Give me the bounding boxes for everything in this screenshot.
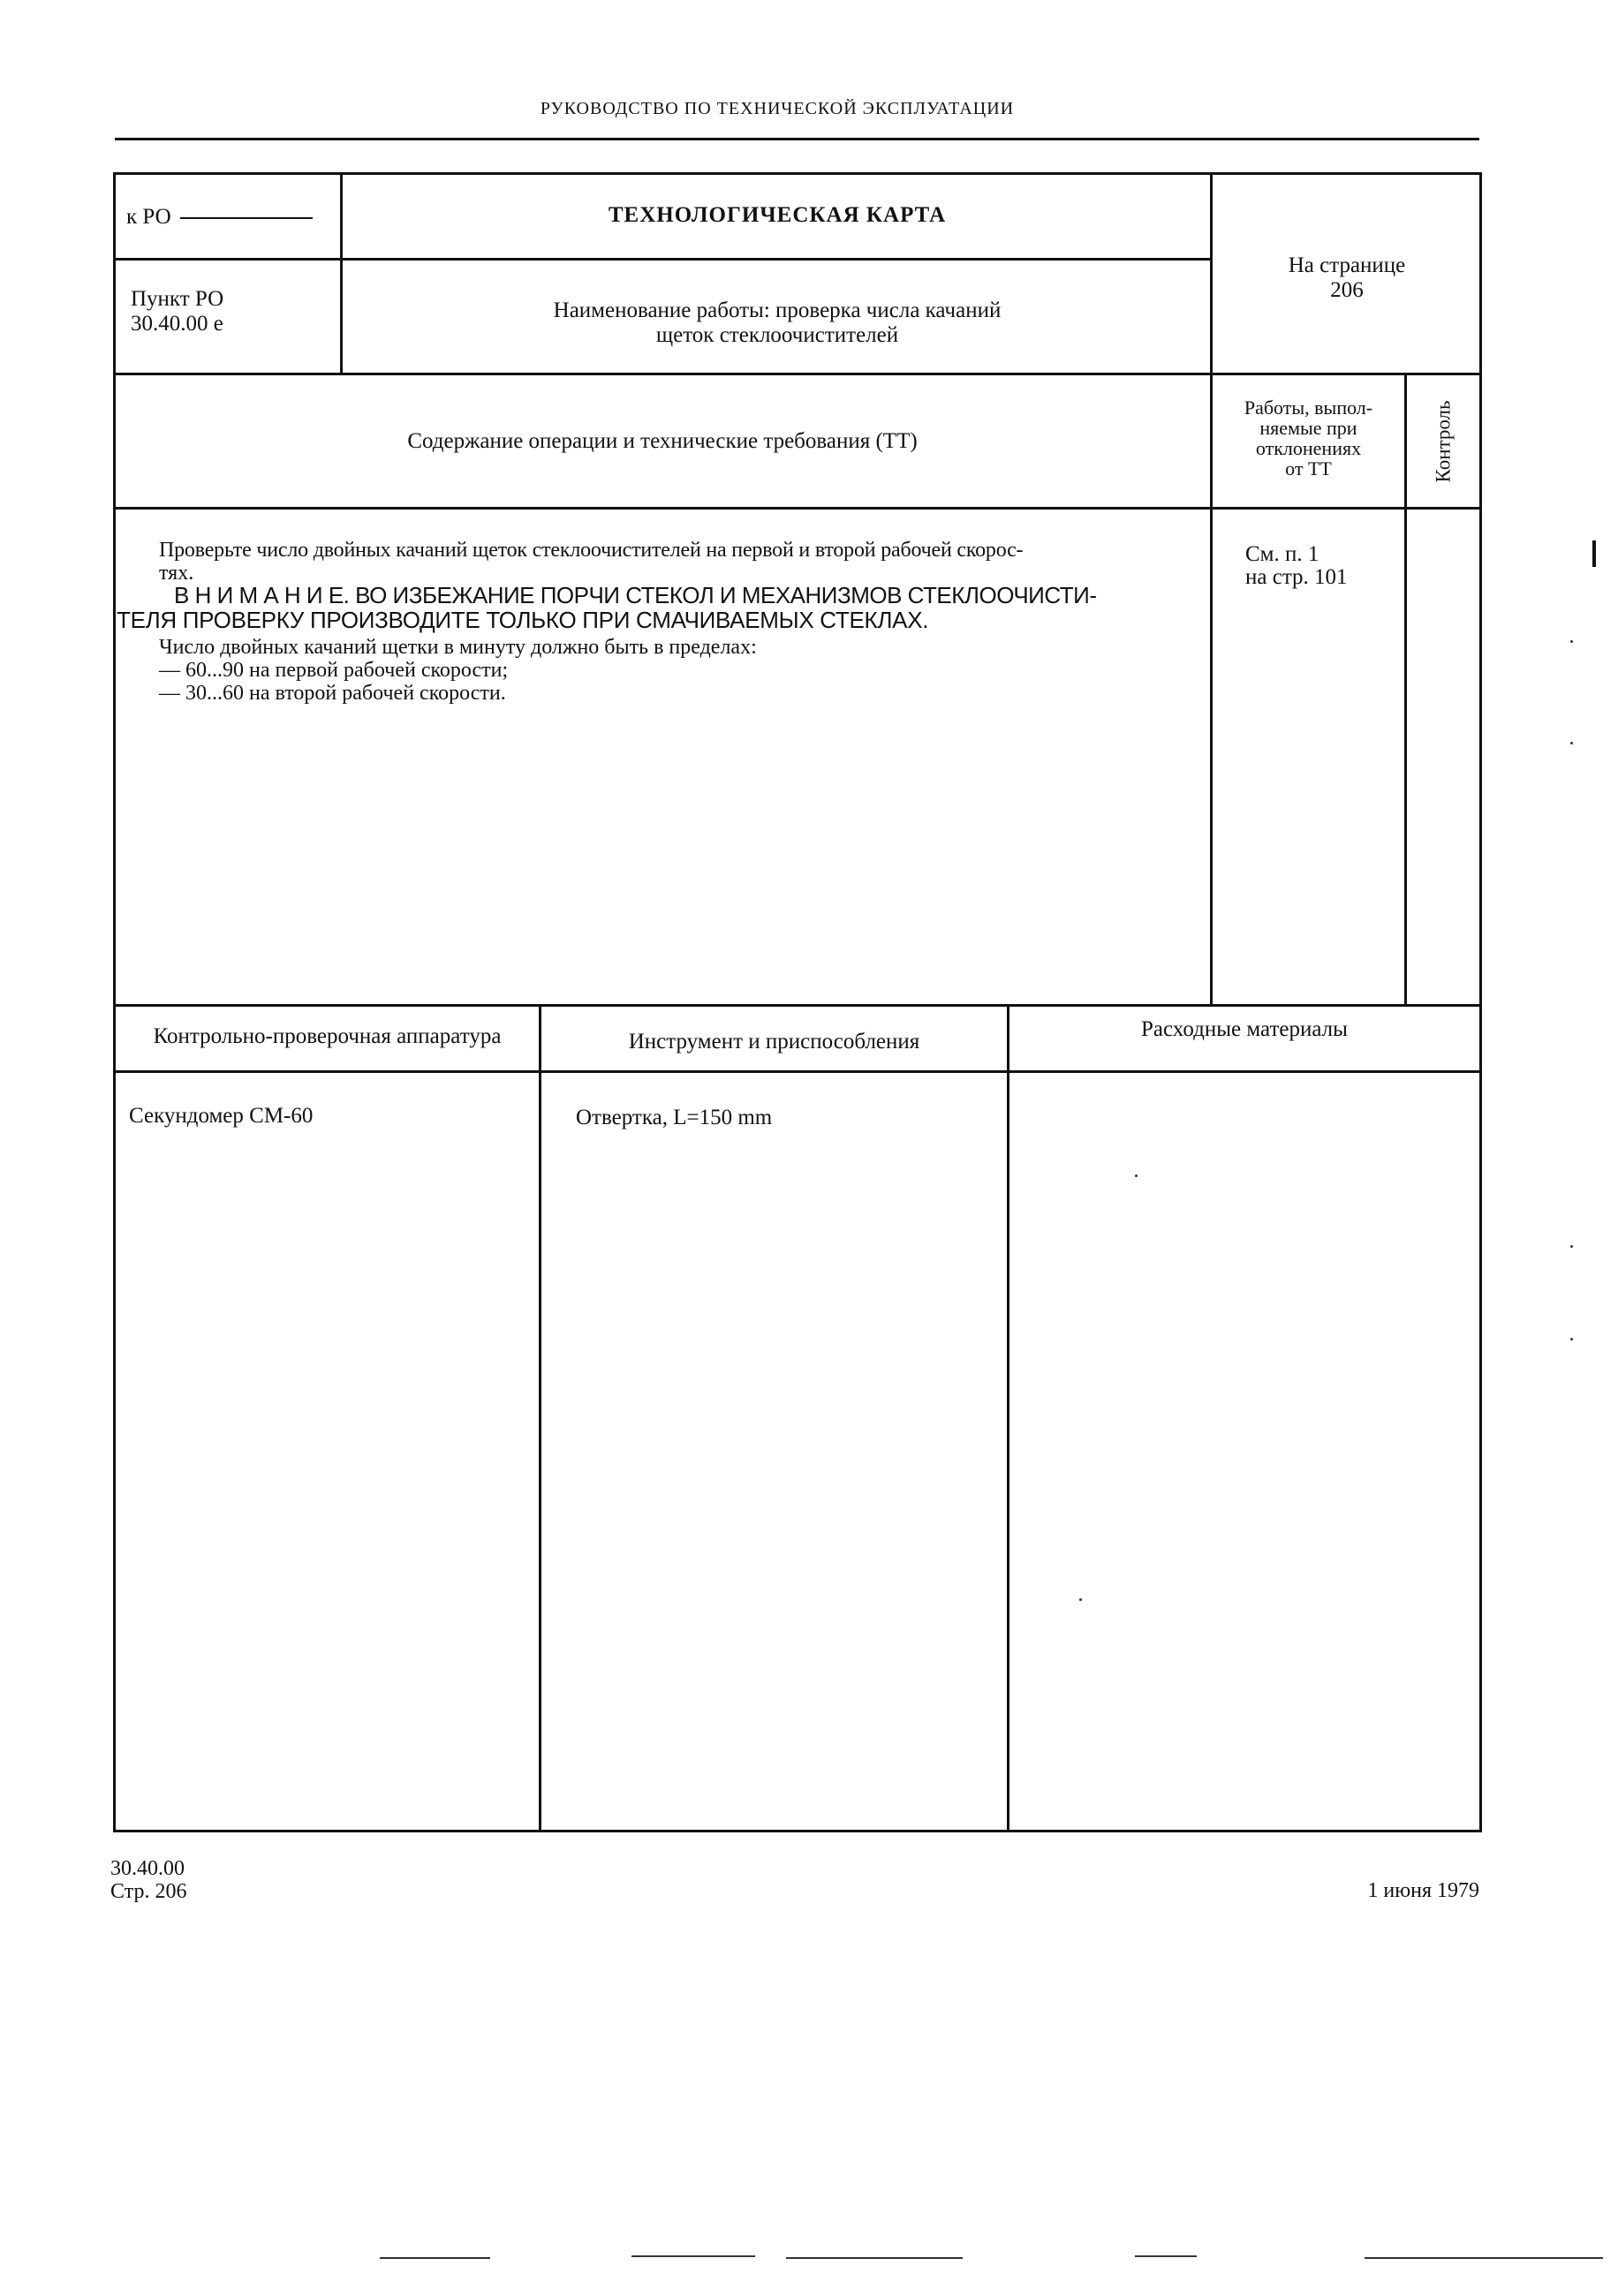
on-page-label: На странице <box>1288 253 1406 277</box>
on-page-cell <box>1214 253 1479 303</box>
scan-dash <box>786 2257 963 2259</box>
scan-dot <box>1570 1338 1573 1341</box>
scan-dash <box>1365 2257 1603 2259</box>
limits-block <box>159 636 1206 705</box>
footer-page: Стр. 206 <box>110 1880 187 1903</box>
scan-dot <box>1135 1174 1138 1177</box>
control-header: Контроль <box>1432 400 1454 482</box>
scan-dash <box>380 2257 490 2259</box>
page-header-title: РУКОВОДСТВО ПО ТЕХНИЧЕСКОЙ ЭКСПЛУАТАЦИИ <box>540 99 1015 118</box>
deviation-header-line-3: отклонениях <box>1255 437 1362 459</box>
footer-left <box>110 1857 186 1903</box>
materials-header: Расходные материалы <box>1141 1017 1348 1041</box>
limit-second-speed: — 30...60 на второй рабочей скорости. <box>159 682 506 705</box>
deviation-line-2: на стр. 101 <box>1245 565 1348 589</box>
scan-dot <box>1570 1245 1573 1248</box>
deviation-header <box>1213 397 1404 479</box>
deviation-reference <box>1245 543 1348 589</box>
scan-dot <box>1079 1598 1082 1601</box>
equipment-item: Секундомер СМ-60 <box>129 1104 314 1128</box>
punkt-ro-cell <box>131 287 223 336</box>
work-name-line-1: Наименование работы: проверка числа качаний <box>553 298 1002 322</box>
operation-line-1: Проверьте число двойных качаний щеток стеклоочистителей на первой и второй рабочей скорос- <box>159 539 1024 562</box>
scan-dash <box>1135 2255 1197 2257</box>
deviation-header-line-1: Работы, выпол- <box>1244 397 1373 419</box>
warning-line-2: ТЕЛЯ ПРОВЕРКУ ПРОИЗВОДИТЕ ТОЛЬКО ПРИ СМАЧИВАЕМЫХ СТЕКЛАХ. <box>117 607 929 633</box>
header-rule <box>115 138 1479 140</box>
limits-intro: Число двойных качаний щетки в минуту должно быть в пределах: <box>159 636 757 659</box>
work-name <box>344 298 1210 348</box>
scan-dash <box>631 2255 755 2257</box>
work-name-line-2: щеток стеклоочистителей <box>655 323 899 347</box>
tools-item: Отвертка, L=150 mm <box>576 1106 773 1129</box>
operation-line-2: тях. <box>159 562 194 585</box>
limit-first-speed: — 60...90 на первой рабочей скорости; <box>159 659 509 682</box>
k-ro-cell <box>126 205 313 230</box>
deviation-header-line-4: от ТТ <box>1285 457 1332 480</box>
operation-content <box>159 539 1206 585</box>
margin-mark <box>1592 540 1596 567</box>
on-page-value: 206 <box>1330 278 1364 302</box>
k-ro-label: к РО <box>126 205 171 229</box>
warning-line-1: В Н И М А Н И Е. ВО ИЗБЕЖАНИЕ ПОРЧИ СТЕКОЛ И МЕХАНИЗМОВ СТЕКЛООЧИСТИ- <box>174 582 1097 608</box>
k-ro-blank-line <box>180 217 313 219</box>
deviation-line-1: См. п. 1 <box>1245 542 1319 566</box>
control-header-cell <box>1407 375 1479 507</box>
punkt-ro-value: 30.40.00 е <box>131 312 223 336</box>
scan-dot <box>1570 742 1573 744</box>
punkt-ro-label: Пункт РО <box>131 287 224 311</box>
footer-date: 1 июня 1979 <box>1367 1879 1479 1902</box>
warning-block <box>117 583 1212 632</box>
tools-header: Инструмент и приспособления <box>628 1030 920 1054</box>
deviation-header-line-2: няемые при <box>1259 417 1357 439</box>
footer-doc-number: 30.40.00 <box>110 1857 185 1880</box>
card-title: ТЕХНОЛОГИЧЕСКАЯ КАРТА <box>608 203 947 227</box>
scan-dot <box>1570 640 1573 643</box>
content-header: Содержание операции и технические требования (ТТ) <box>407 429 918 453</box>
equipment-header: Контрольно-проверочная аппаратура <box>153 1024 502 1048</box>
